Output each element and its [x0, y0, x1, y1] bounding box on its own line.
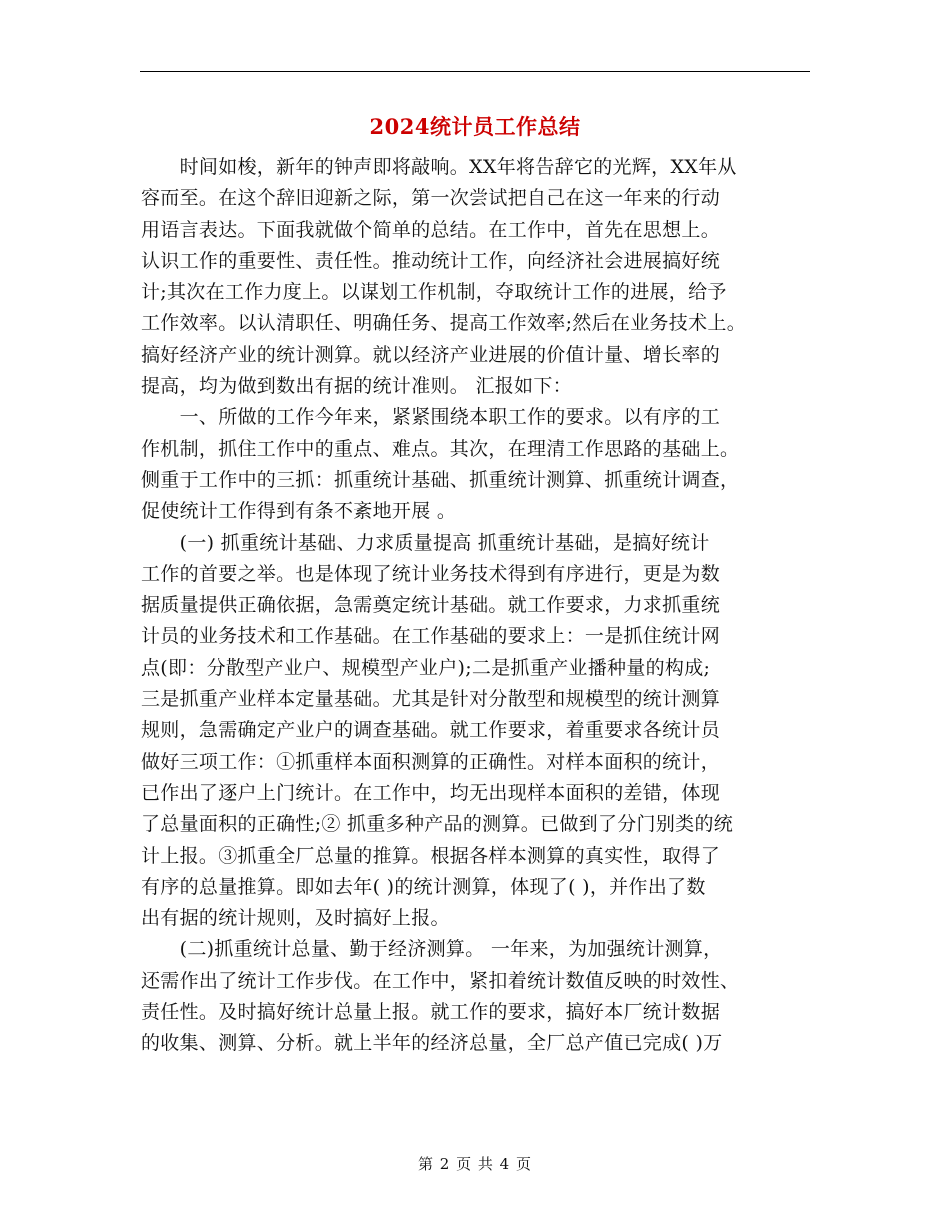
body-line: 规则，急需确定产业户的调查基础。就工作要求，着重要求各统计员 — [141, 719, 721, 742]
body-line: 工作效率。以认清职任、明确任务、提高工作效率;然后在业务技术上。 — [141, 312, 747, 335]
body-line: 据质量提供正确依据，急需奠定统计基础。就工作要求，力求抓重统 — [141, 594, 721, 617]
body-line: 的收集、测算、分析。就上半年的经济总量，全厂总产值已完成( )万 — [141, 1032, 723, 1055]
body-line: 搞好经济产业的统计测算。就以经济产业进展的价值计量、增长率的 — [141, 343, 721, 366]
body-line: 做好三项工作：①抓重样本面积测算的正确性。对样本面积的统计， — [141, 750, 721, 773]
body-line: 容而至。在这个辞旧迎新之际，第一次尝试把自己在这一年来的行动 — [141, 187, 721, 210]
body-line: 有序的总量推算。即如去年( )的统计测算，体现了( )，并作出了数 — [141, 875, 706, 898]
body-line: 认识工作的重要性、责任性。推动统计工作，向经济社会进展搞好统 — [141, 249, 721, 272]
body-line: 一、所做的工作今年来，紧紧围绕本职工作的要求。以有序的工 — [141, 406, 721, 429]
body-line: 时间如梭，新年的钟声即将敲响。XX年将告辞它的光辉，XX年从 — [141, 156, 737, 178]
body-line: 提高，均为做到数出有据的统计准则。 汇报如下： — [141, 375, 572, 398]
body-line: 还需作出了统计工作步伐。在工作中，紧扣着统计数值反映的时效性、 — [141, 969, 740, 992]
body-line: 工作的首要之举。也是体现了统计业务技术得到有序进行，更是为数 — [141, 562, 721, 585]
page-number: 第 2 页 共 4 页 — [418, 1155, 532, 1173]
body-line: 用语言表达。下面我就做个简单的总结。在工作中，首先在思想上。 — [141, 218, 721, 241]
body-line: 责任性。及时搞好统计总量上报。就工作的要求，搞好本厂统计数据 — [141, 1001, 721, 1024]
document-title: 2024统计员工作总结 — [369, 114, 581, 139]
body-line: 已作出了逐户上门统计。在工作中，均无出现样本面积的差错，体现 — [141, 781, 721, 804]
document-body — [141, 152, 807, 1060]
body-line: (一) 抓重统计基础、力求质量提高 抓重统计基础，是搞好统计 — [141, 531, 710, 554]
body-line: 三是抓重产业样本定量基础。尤其是针对分散型和规模型的统计测算 — [141, 688, 721, 711]
body-line: 计员的业务技术和工作基础。在工作基础的要求上：一是抓住统计网 — [141, 625, 721, 648]
body-line: 计;其次在工作力度上。以谋划工作机制，夺取统计工作的进展，给予 — [141, 281, 727, 304]
body-line: 计上报。③抓重全厂总量的推算。根据各样本测算的真实性，取得了 — [141, 844, 721, 867]
body-line: 作机制，抓住工作中的重点、难点。其次，在理清工作思路的基础上。 — [141, 437, 740, 460]
body-line: 了总量面积的正确性;② 抓重多种产品的测算。已做到了分门别类的统 — [141, 813, 734, 836]
body-line: 促使统计工作得到有条不紊地开展 。 — [141, 500, 457, 523]
header-rule — [140, 71, 810, 72]
body-line: (二)抓重统计总量、勤于经济测算。 一年来，为加强统计测算， — [141, 938, 723, 961]
body-line: 点(即：分散型产业户、规模型产业户);二是抓重产业播种量的构成; — [141, 656, 711, 679]
body-line: 出有据的统计规则，及时搞好上报。 — [141, 907, 450, 930]
body-line: 侧重于工作中的三抓：抓重统计基础、抓重统计测算、抓重统计调查， — [141, 468, 740, 491]
